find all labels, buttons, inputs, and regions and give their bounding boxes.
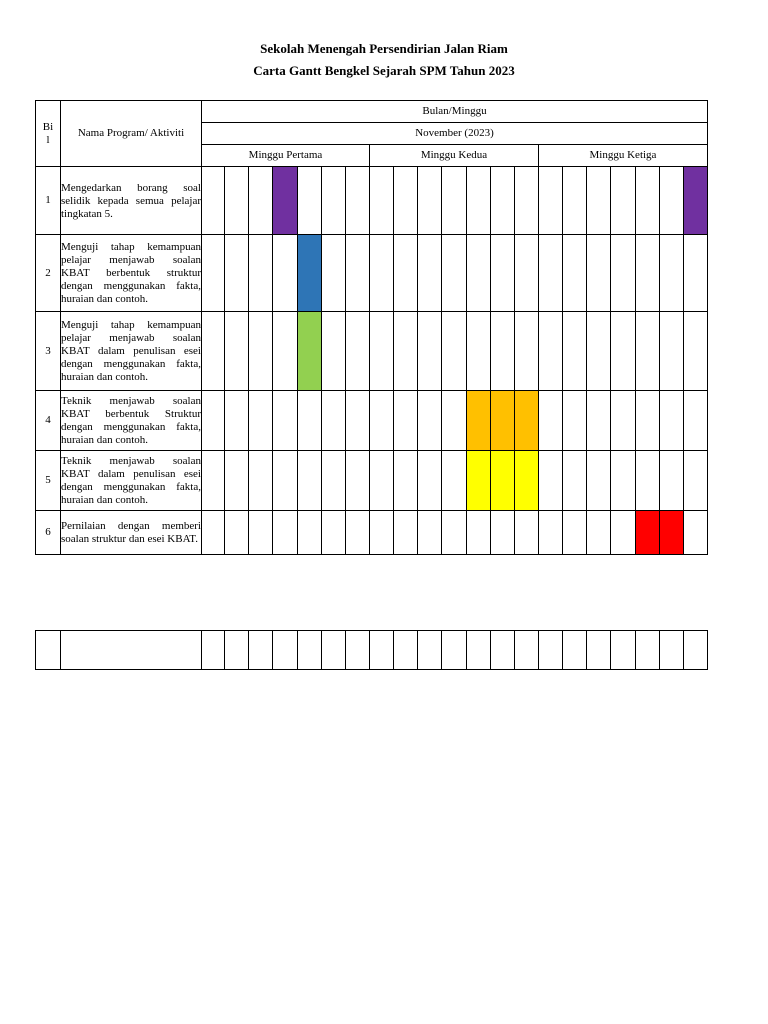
activity-row	[36, 235, 708, 312]
day-cell	[636, 391, 660, 451]
day-cell	[202, 312, 225, 391]
day-cell	[636, 312, 660, 391]
day-cell	[394, 167, 418, 235]
day-cell	[611, 391, 636, 451]
gantt-bar-cell	[273, 167, 298, 235]
day-cell	[322, 451, 346, 511]
day-cell	[370, 235, 394, 312]
day-cell	[491, 312, 515, 391]
day-cell	[370, 312, 394, 391]
day-cell	[563, 511, 587, 555]
day-cell	[539, 451, 563, 511]
day-cell	[636, 167, 660, 235]
activity-row	[36, 312, 708, 391]
blank-cell	[298, 631, 322, 670]
day-cell	[660, 451, 684, 511]
day-cell	[346, 451, 370, 511]
day-cell	[684, 235, 708, 312]
blank-table	[35, 630, 708, 670]
blank-cell	[346, 631, 370, 670]
blank-cell	[394, 631, 418, 670]
day-cell	[418, 167, 442, 235]
day-cell	[249, 391, 273, 451]
row-number: 1	[36, 167, 61, 235]
day-cell	[467, 167, 491, 235]
day-cell	[563, 235, 587, 312]
month-week-header: Bulan/Minggu	[202, 101, 708, 123]
blank-cell	[249, 631, 273, 670]
gantt-bar-cell	[467, 451, 491, 511]
day-cell	[418, 235, 442, 312]
day-cell	[273, 235, 298, 312]
activity-cell	[61, 312, 202, 391]
row-number: 4	[36, 391, 61, 451]
blank-cell	[587, 631, 611, 670]
activity-row	[36, 451, 708, 511]
day-cell	[249, 511, 273, 555]
day-cell	[202, 511, 225, 555]
gantt-bar-cell	[515, 391, 539, 451]
gantt-bar-cell	[491, 451, 515, 511]
day-cell	[539, 235, 563, 312]
day-cell	[273, 451, 298, 511]
blank-cell	[660, 631, 684, 670]
bil-header: Bi l	[36, 101, 61, 167]
activity-cell	[61, 167, 202, 235]
blank-cell	[225, 631, 249, 670]
day-cell	[225, 235, 249, 312]
day-cell	[418, 451, 442, 511]
week-2-header: Minggu Kedua	[370, 145, 539, 167]
activity-text: Teknik menjawab soalan KBAT berbentuk Struktur dengan menggunakan fakta, huraian dan contoh.	[61, 395, 201, 446]
blank-cell	[442, 631, 467, 670]
row-number: 6	[36, 511, 61, 555]
blank-cell	[684, 631, 708, 670]
day-cell	[442, 511, 467, 555]
day-cell	[539, 312, 563, 391]
gantt-table	[35, 100, 708, 555]
day-cell	[225, 451, 249, 511]
day-cell	[322, 312, 346, 391]
gantt-bar-cell	[467, 391, 491, 451]
day-cell	[442, 167, 467, 235]
day-cell	[322, 167, 346, 235]
day-cell	[298, 511, 322, 555]
day-cell	[394, 451, 418, 511]
day-cell	[684, 391, 708, 451]
day-cell	[370, 451, 394, 511]
day-cell	[225, 312, 249, 391]
day-cell	[346, 312, 370, 391]
header-row-month-week	[36, 101, 708, 123]
day-cell	[370, 167, 394, 235]
activity-text: Pernilaian dengan memberi soalan struktur dan esei KBAT.	[61, 520, 201, 545]
day-cell	[563, 451, 587, 511]
activity-header: Nama Program/ Aktiviti	[61, 101, 202, 167]
row-number: 5	[36, 451, 61, 511]
day-cell	[587, 511, 611, 555]
blank-cell	[322, 631, 346, 670]
day-cell	[346, 167, 370, 235]
day-cell	[202, 235, 225, 312]
activity-row	[36, 391, 708, 451]
blank-row	[36, 631, 708, 670]
day-cell	[515, 235, 539, 312]
day-cell	[249, 451, 273, 511]
activity-text: Menguji tahap kemampuan pelajar menjawab soalan KBAT berbentuk struktur dengan menggunakan fakta, huraian dan contoh.	[61, 241, 201, 305]
day-cell	[225, 511, 249, 555]
day-cell	[418, 391, 442, 451]
day-cell	[611, 167, 636, 235]
activity-text: Teknik menjawab soalan KBAT dalam penulisan esei dengan menggunakan fakta, huraian dan contoh.	[61, 455, 201, 506]
day-cell	[273, 312, 298, 391]
day-cell	[394, 391, 418, 451]
day-cell	[322, 391, 346, 451]
row-number: 2	[36, 235, 61, 312]
day-cell	[611, 312, 636, 391]
activity-text: Mengedarkan borang soal selidik kepada semua pelajar tingkatan 5.	[61, 181, 201, 220]
day-cell	[298, 391, 322, 451]
day-cell	[636, 235, 660, 312]
day-cell	[611, 235, 636, 312]
blank-cell	[636, 631, 660, 670]
day-cell	[515, 511, 539, 555]
day-cell	[563, 167, 587, 235]
day-cell	[611, 451, 636, 511]
day-cell	[249, 312, 273, 391]
day-cell	[539, 511, 563, 555]
gantt-bar-cell	[298, 312, 322, 391]
blank-cell	[539, 631, 563, 670]
week-1-header: Minggu Pertama	[202, 145, 370, 167]
day-cell	[202, 451, 225, 511]
day-cell	[660, 391, 684, 451]
day-cell	[298, 451, 322, 511]
day-cell	[660, 312, 684, 391]
day-cell	[684, 312, 708, 391]
week-3-header: Minggu Ketiga	[539, 145, 708, 167]
blank-cell	[418, 631, 442, 670]
day-cell	[298, 167, 322, 235]
day-cell	[273, 391, 298, 451]
blank-cell	[563, 631, 587, 670]
day-cell	[587, 167, 611, 235]
gantt-bar-cell	[636, 511, 660, 555]
day-cell	[467, 312, 491, 391]
row-number: 3	[36, 312, 61, 391]
day-cell	[442, 451, 467, 511]
day-cell	[587, 451, 611, 511]
day-cell	[370, 511, 394, 555]
day-cell	[467, 235, 491, 312]
blank-cell	[202, 631, 225, 670]
day-cell	[442, 312, 467, 391]
day-cell	[684, 451, 708, 511]
day-cell	[249, 235, 273, 312]
day-cell	[539, 167, 563, 235]
day-cell	[322, 235, 346, 312]
day-cell	[491, 511, 515, 555]
activity-cell	[61, 511, 202, 555]
activity-cell	[61, 451, 202, 511]
activity-row	[36, 511, 708, 555]
day-cell	[442, 235, 467, 312]
day-cell	[660, 167, 684, 235]
gantt-bar-cell	[684, 167, 708, 235]
day-cell	[418, 312, 442, 391]
gantt-bar-cell	[298, 235, 322, 312]
day-cell	[346, 391, 370, 451]
day-cell	[587, 235, 611, 312]
day-cell	[660, 235, 684, 312]
day-cell	[394, 511, 418, 555]
activity-cell	[61, 391, 202, 451]
day-cell	[515, 312, 539, 391]
blank-cell	[273, 631, 298, 670]
gantt-bar-cell	[660, 511, 684, 555]
school-title: Sekolah Menengah Persendirian Jalan Riam	[260, 41, 508, 56]
day-cell	[539, 391, 563, 451]
activity-row	[36, 167, 708, 235]
day-cell	[587, 312, 611, 391]
day-cell	[394, 235, 418, 312]
day-cell	[611, 511, 636, 555]
day-cell	[418, 511, 442, 555]
blank-cell	[36, 631, 61, 670]
gantt-bar-cell	[515, 451, 539, 511]
day-cell	[202, 391, 225, 451]
day-cell	[563, 391, 587, 451]
day-cell	[394, 312, 418, 391]
day-cell	[491, 167, 515, 235]
day-cell	[467, 511, 491, 555]
day-cell	[202, 167, 225, 235]
blank-cell	[515, 631, 539, 670]
day-cell	[636, 451, 660, 511]
activity-text: Menguji tahap kemampuan pelajar menjawab soalan KBAT dalam penulisan esei dengan menggunakan fakta, huraian dan contoh.	[61, 319, 201, 383]
chart-title: Carta Gantt Bengkel Sejarah SPM Tahun 2023	[253, 63, 515, 78]
day-cell	[442, 391, 467, 451]
day-cell	[346, 235, 370, 312]
day-cell	[370, 391, 394, 451]
month-header: November (2023)	[202, 123, 708, 145]
blank-cell	[491, 631, 515, 670]
day-cell	[563, 312, 587, 391]
day-cell	[249, 167, 273, 235]
activity-cell	[61, 235, 202, 312]
blank-cell	[61, 631, 202, 670]
day-cell	[322, 511, 346, 555]
day-cell	[225, 391, 249, 451]
day-cell	[515, 167, 539, 235]
blank-cell	[467, 631, 491, 670]
day-cell	[491, 235, 515, 312]
day-cell	[273, 511, 298, 555]
blank-cell	[370, 631, 394, 670]
day-cell	[225, 167, 249, 235]
day-cell	[346, 511, 370, 555]
day-cell	[684, 511, 708, 555]
gantt-bar-cell	[491, 391, 515, 451]
day-cell	[587, 391, 611, 451]
blank-cell	[611, 631, 636, 670]
